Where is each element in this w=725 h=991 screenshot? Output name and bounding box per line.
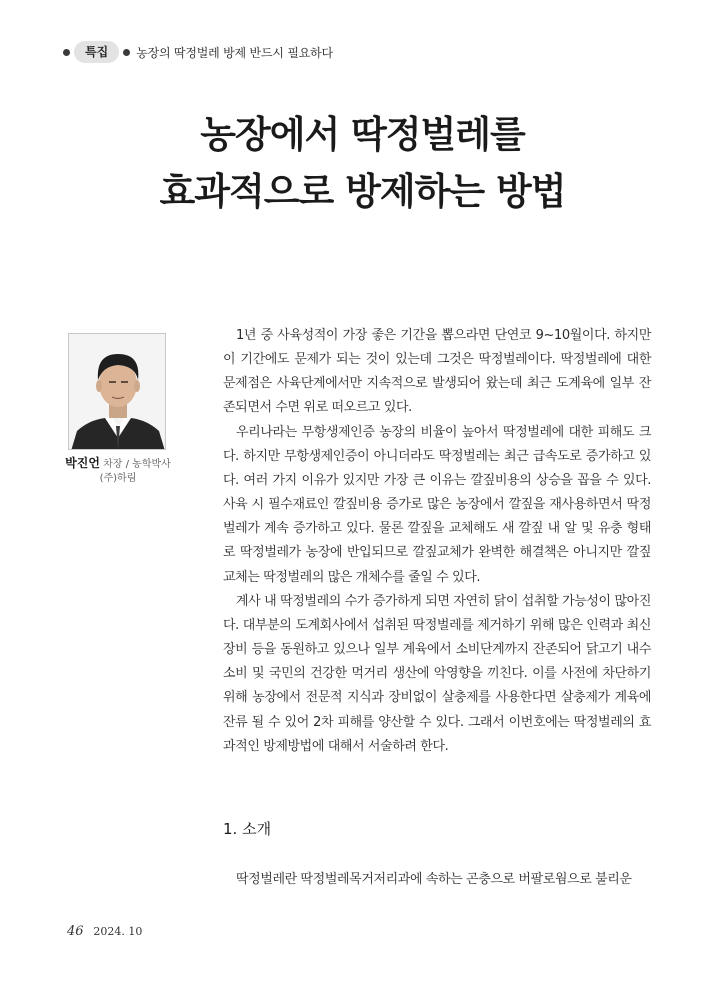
bullet-dot-right (123, 49, 130, 56)
body-paragraph: 1년 중 사육성적이 가장 좋은 기간을 뽑으라면 단연코 9~10월이다. 하지만 이 기간에도 문제가 되는 것이 있는데 그것은 딱정벌레이다. 딱정벌레에 대한 문제점은 사육단계에서만 지속적으로 발생되어 왔는데 최근 도계육에 일부 잔존되면서 수면 위로 떠오르고 있다. (223, 328, 651, 416)
section-paragraph: 딱정벌레란 딱정벌레목거저리과에 속하는 곤충으로 버팔로웜으로 불리운 (236, 872, 632, 887)
author-role: 차장 / 농학박사 (103, 459, 171, 470)
article-title-line-2: 효과적으로 방제하는 방법 (159, 170, 566, 213)
author-name: 박진언 (65, 456, 100, 470)
series-title: 농장의 딱정벌레 방제 반드시 필요하다 (136, 45, 333, 60)
author-caption (56, 456, 180, 486)
article-title-line-1: 농장에서 딱정벌레를 (200, 113, 525, 156)
series-header (63, 41, 333, 63)
section-heading: 1. 소개 (223, 820, 272, 838)
body-paragraph: 우리나라는 무항생제인증 농장의 비율이 높아서 딱정벌레에 대한 피해도 크다. 하지만 무항생제인증이 아니더라도 딱정벌레는 최근 급속도로 증가하고 있다. 여러 가지 이유가 있지만 가장 큰 이유는 깔짚비용의 상승을 꼽을 수 있다. 사육 시 필수재료인 깔짚비용 증가로 많은 농장에서 깔짚을 재사용하면서 딱정벌레가 계속 증가하고 있다. 물론 깔짚을 교체해도 새 깔짚 내 알 및 유충 형태로 딱정벌레가 농장에 반입되므로 깔짚교체가 완벽한 해결책은 아니지만 깔짚교체는 딱정벌레의 많은 개체수를 줄일 수 있다. (223, 424, 651, 585)
page-number: 46 (67, 924, 84, 939)
author-portrait-image (69, 334, 166, 450)
article-title (0, 106, 725, 220)
feature-tag: 특집 (74, 41, 119, 63)
body-paragraph: 계사 내 딱정벌레의 수가 증가하게 되면 자연히 닭이 섭취할 가능성이 많아진다. 대부분의 도계회사에서 섭취된 딱정벌레를 제거하기 위해 많은 인력과 최신 장비 등을 동원하고 있으나 일부 계육에서 소비단계까지 잔존되어 닭고기 내수 소비 및 국민의 건강한 먹거리 생산에 악영향을 끼친다. 이를 사전에 차단하기 위해 농장에서 전문적 지식과 장비없이 살충제를 사용한다면 살충제가 계육에 잔류 될 수 있어 2차 피해를 양산할 수 있다. 그래서 이번호에는 딱정벌레의 효과적인 방제방법에 대해서 서술하려 한다. (223, 593, 651, 754)
page-footer (67, 924, 142, 939)
author-affiliation: (주)하림 (99, 473, 137, 484)
article-body (223, 324, 651, 759)
bullet-dot-left (63, 49, 70, 56)
author-photo (68, 333, 166, 450)
issue-date: 2024. 10 (93, 925, 143, 938)
